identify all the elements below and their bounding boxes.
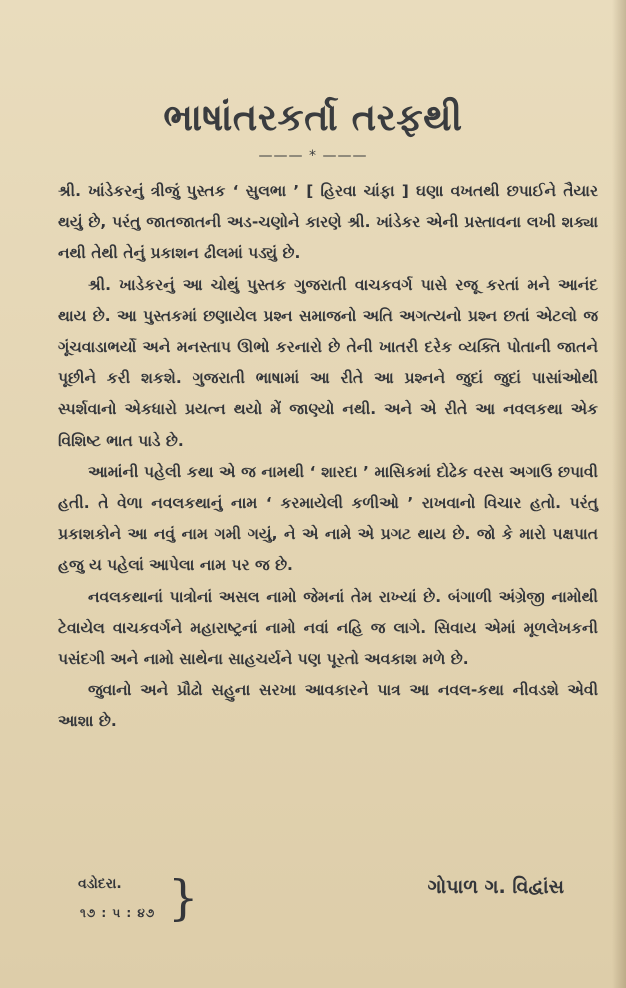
footer: [0, 870, 626, 930]
paragraph-3: આમાંની પહેલી કથા એ જ નામથી ‘ શારદા ’ માસિકમાં દોઢેક વરસ અગાઉ છપાવી હતી. તે વેળા નવલકથાનું નામ ‘ કરમાયેલી કળીઓ ’ રાખવાનો વિચાર હતો. પરંતુ પ્રકાશકોને આ નવું નામ ગમી ગયું, ને એ નામે એ પ્રગટ થાય છે. જો કે મારો પક્ષપાત હજુ ય પહેલાં આપેલા નામ પર જ છે.: [58, 462, 598, 575]
signature: ગોપાળ ગ. વિદ્વાંસ: [427, 876, 564, 898]
divider: ——— * ———: [258, 148, 368, 164]
paragraph-1: શ્રી. ખાંડેકરનું ત્રીજું પુસ્તક ‘ સુલભા ’ [ હિરવા ચાંફા ] ઘણા વખતથી છપાઈને તૈયાર થયું છે, પરંતુ જાતજાતની અડ-ચણોને કારણે શ્રી. ખાંડેકર એની પ્રસ્તાવના લખી શક્યા નથી તેથી તેનું પ્રકાશન ઢીલમાં પડ્યું છે.: [58, 182, 598, 263]
date: ૧૭ : ૫ : ૪૭: [80, 906, 156, 920]
paragraph-4: નવલકથાનાં પાત્રોનાં અસલ નામો જેમનાં તેમ રાખ્યાં છે. બંગાળી અંગ્રેજી નામોથી ટેવાયેલ વાચકવર્ગને મહારાષ્ટ્રનાં નામો નવાં નહિ જ લાગે. સિવાય એમાં મૂળલેખકની પસંદગી અને નામો સાથેના સાહચર્યને પણ પૂરતો અવકાશ મળે છે.: [58, 587, 598, 669]
paragraph-2: શ્રી. ખાડેકરનું આ ચોથું પુસ્તક ગુજરાતી વાચકવર્ગ પાસે રજૂ કરતાં મને આનંદ થાય છે. આ પુસ્તકમાં છણાયેલ પ્રશ્ન સમાજનો અતિ અગત્યનો પ્રશ્ન છતાં એટલો જ ગૂંચવાડાભર્યો અને મનસ્તાપ ઊભો કરનારો છે તેની ખાતરી દરેક વ્યક્તિ પોતાની જાતને પૂછીને કરી શકશે. ગુજરાતી ભાષામાં આ રીતે આ પ્રશ્નને જુદાં જુદાં પાસાંઓથી સ્પર્શવાનો એકધારો પ્રયત્ન થયો મેં જાણ્યો નથી. અને એ રીતે આ નવલકથા એક વિશિષ્ટ ભાત પાડે છે.: [58, 275, 598, 450]
place: વડોદરા.: [78, 876, 122, 892]
paragraph-5: જુવાનો અને પ્રૌઢો સહુના સરખા આવકારને પાત્ર આ નવલ-કથા નીવડશે એવી આશા છે.: [58, 681, 598, 731]
body-text: [58, 176, 598, 738]
brace: }: [168, 870, 199, 926]
page-title: ભાષાંતરકર્તા તરફથી: [163, 96, 463, 139]
